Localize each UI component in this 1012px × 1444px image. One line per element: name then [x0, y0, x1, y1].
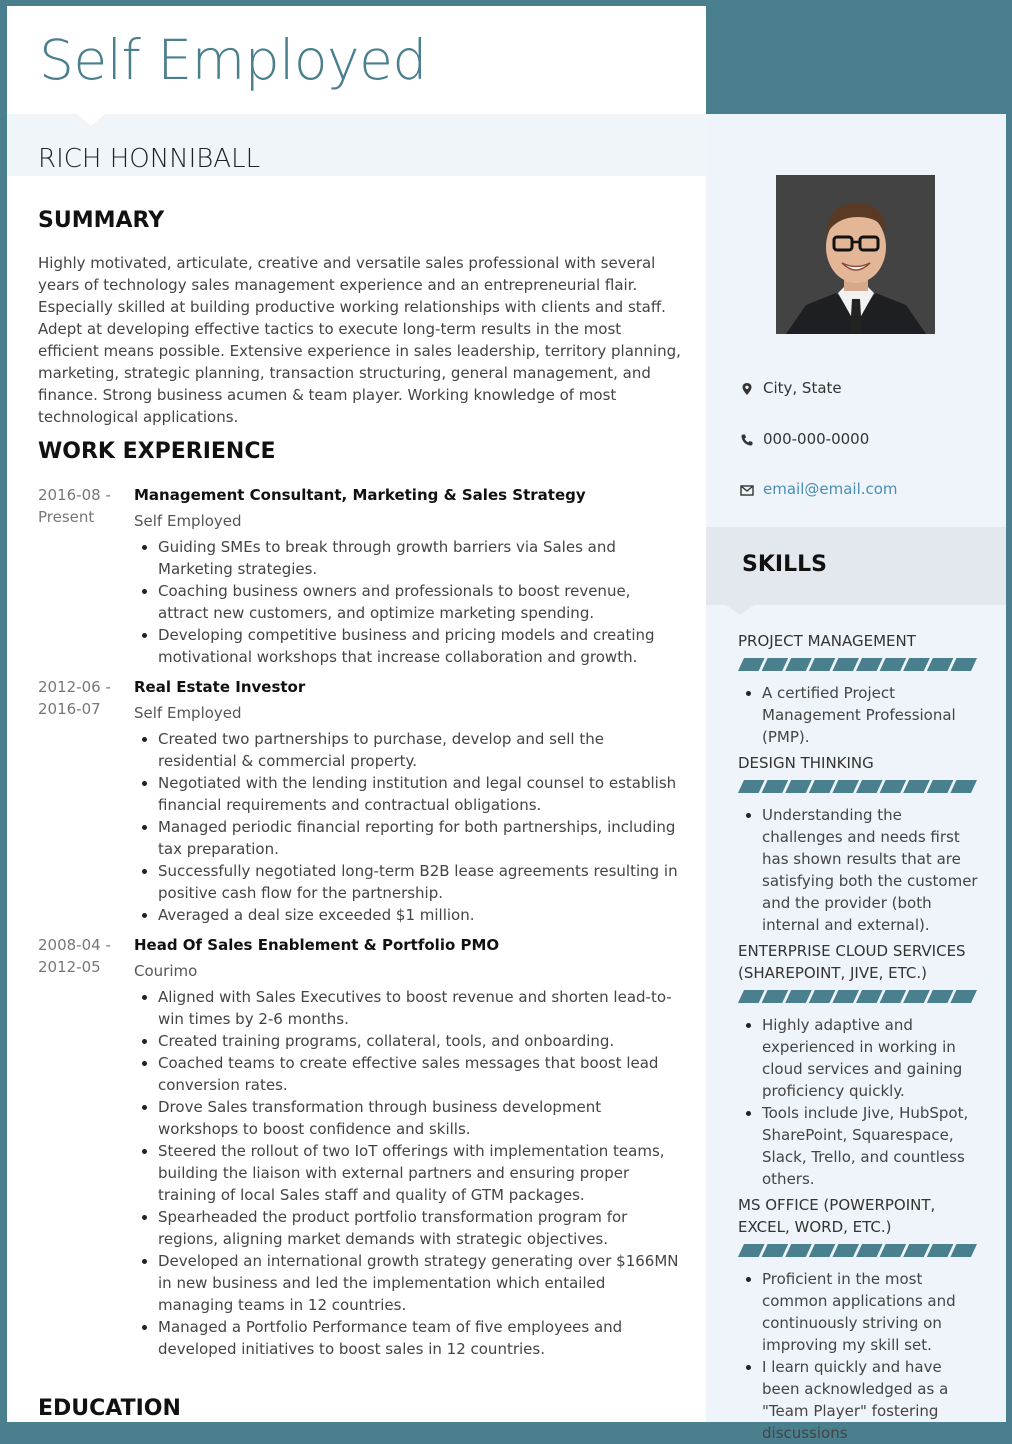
- job-date: 2008-04 - 2012-05: [38, 936, 111, 976]
- skill-bar-segment: [880, 1244, 907, 1257]
- summary-text: Highly motivated, articulate, creative and versatile sales professional with several years of technology sales management experience and an entrepreneurial flair. Especially skilled at building productive working relationships with clients and staff. Adept at developing effective tactics to execute long-term results in the most efficient means possible. Extensive experience in sales leadership, territory planning, marketing, strategic planning, transaction structuring, general management, and finance. Strong business acumen & team player. Working knowledge of most technological applications.: [38, 254, 681, 426]
- job-bullet: Spearheaded the product portfolio transformation program for regions, aligning market demands with strategic objectives.: [134, 1206, 684, 1250]
- job-bullet: Managed a Portfolio Performance team of five employees and developed initiatives to boost sales in 12 countries.: [134, 1316, 684, 1360]
- skill-entry: [738, 630, 978, 748]
- skill-bar-segment: [832, 990, 859, 1003]
- skill-bar-segment: [927, 990, 954, 1003]
- job-bullet: Guiding SMEs to break through growth barriers via Sales and Marketing strategies.: [134, 536, 684, 580]
- skill-bar-segment: [903, 1244, 930, 1257]
- skill-bullet: Tools include Jive, HubSpot, SharePoint, Squarespace, Slack, Trello, and countless others.: [738, 1102, 978, 1190]
- skill-bar-segment: [785, 658, 812, 671]
- skill-bar-segment: [809, 780, 836, 793]
- resume-page: [7, 6, 1006, 1442]
- skill-entry: [738, 1194, 978, 1444]
- job-company: Self Employed: [134, 704, 242, 722]
- sidebar-column: [706, 6, 1006, 1442]
- skill-bar-segment: [785, 990, 812, 1003]
- skill-name: MS OFFICE (POWERPOINT, EXCEL, WORD, ETC.): [738, 1196, 936, 1236]
- contact-email-link[interactable]: email@email.com: [763, 480, 898, 498]
- summary-heading: SUMMARY: [38, 208, 165, 233]
- skill-name: ENTERPRISE CLOUD SERVICES (SHAREPOINT, JIVE, ETC.): [738, 942, 966, 982]
- skill-bar-segment: [762, 990, 789, 1003]
- job-position-title: Head Of Sales Enablement & Portfolio PMO: [134, 936, 500, 954]
- skills-heading: SKILLS: [742, 552, 827, 577]
- skill-bar-segment: [832, 1244, 859, 1257]
- skill-bullet: Understanding the challenges and needs first has shown results that are satisfying both the customer and the provider (both internal and external).: [738, 804, 978, 936]
- job-bullet: Created training programs, collateral, tools, and onboarding.: [134, 1030, 684, 1052]
- job-position-title: Real Estate Investor: [134, 678, 306, 696]
- skill-name: PROJECT MANAGEMENT: [738, 632, 916, 650]
- skill-bar-segment: [738, 1244, 765, 1257]
- skill-entry: [738, 752, 978, 936]
- job-date: 2016-08 - Present: [38, 486, 111, 526]
- job-position-title: Management Consultant, Marketing & Sales Strategy: [134, 486, 586, 504]
- job-bullet: Created two partnerships to purchase, develop and sell the residential & commercial property.: [134, 728, 684, 772]
- skill-bar-segment: [880, 780, 907, 793]
- skill-bar-segment: [903, 658, 930, 671]
- skill-bullet: I learn quickly and have been acknowledged as a "Team Player" fostering discussions: [738, 1356, 978, 1444]
- skill-bar-segment: [950, 780, 977, 793]
- skill-bar-segment: [785, 780, 812, 793]
- skill-rating-bar: [738, 990, 974, 1003]
- phone-icon: [740, 433, 754, 447]
- envelope-icon: [740, 483, 754, 497]
- skill-bar-segment: [809, 990, 836, 1003]
- skills-band-notch: [726, 605, 754, 615]
- job-bullet: Developed an international growth strategy generating over $166MN in new business and led the implementation which entailed managing teams in 12 countries.: [134, 1250, 684, 1316]
- job-company: Self Employed: [134, 512, 242, 530]
- skill-bullet-list: [738, 1268, 978, 1444]
- skill-bar-segment: [785, 1244, 812, 1257]
- work-experience-heading: WORK EXPERIENCE: [38, 439, 276, 464]
- job-bullet: Coached teams to create effective sales messages that boost lead conversion rates.: [134, 1052, 684, 1096]
- candidate-name: RICH HONNIBALL: [38, 144, 261, 174]
- skill-bar-segment: [762, 658, 789, 671]
- sidebar-accent-block: [706, 6, 1006, 114]
- skill-bar-segment: [927, 658, 954, 671]
- skill-bar-segment: [856, 1244, 883, 1257]
- skill-bar-segment: [762, 1244, 789, 1257]
- job-bullet-list: [134, 986, 684, 1360]
- skill-bar-segment: [762, 780, 789, 793]
- skill-bullet: Highly adaptive and experienced in working in cloud services and gaining proficiency quickly.: [738, 1014, 978, 1102]
- education-heading: EDUCATION: [38, 1396, 181, 1421]
- skill-bar-segment: [950, 658, 977, 671]
- skill-entry: [738, 940, 978, 1190]
- skill-bar-segment: [880, 658, 907, 671]
- job-bullet: Coaching business owners and professionals to boost revenue, attract new customers, and optimize marketing spending.: [134, 580, 684, 624]
- skill-bar-segment: [832, 658, 859, 671]
- job-bullet-list: [134, 536, 684, 668]
- contact-city-text: City, State: [763, 379, 842, 397]
- skill-bar-segment: [927, 780, 954, 793]
- skill-bar-segment: [903, 990, 930, 1003]
- skill-bar-segment: [809, 1244, 836, 1257]
- job-bullet: Drove Sales transformation through business development workshops to boost confidence and skills.: [134, 1096, 684, 1140]
- skill-bar-segment: [927, 1244, 954, 1257]
- skill-bullet-list: [738, 1014, 978, 1190]
- skill-rating-bar: [738, 780, 974, 793]
- job-bullet: Averaged a deal size exceeded $1 million.: [134, 904, 684, 926]
- job-bullet: Negotiated with the lending institution and legal counsel to establish financial requirements and contractual obligations.: [134, 772, 684, 816]
- skill-bullet: Proficient in the most common applications and continuously striving on improving my skill set.: [738, 1268, 978, 1356]
- skill-bar-segment: [880, 990, 907, 1003]
- skill-bar-segment: [738, 780, 765, 793]
- job-bullet: Developing competitive business and pricing models and creating motivational workshops that increase collaboration and growth.: [134, 624, 684, 668]
- name-band-notch: [77, 114, 105, 126]
- skill-bar-segment: [950, 1244, 977, 1257]
- contact-phone-text: 000-000-0000: [763, 430, 870, 448]
- resume-job-title: Self Employed: [39, 28, 427, 92]
- skill-bar-segment: [832, 780, 859, 793]
- job-bullet: Aligned with Sales Executives to boost revenue and shorten lead-to-win times by 2-6 months.: [134, 986, 684, 1030]
- job-company: Courimo: [134, 962, 198, 980]
- skill-rating-bar: [738, 1244, 974, 1257]
- skill-bar-segment: [856, 990, 883, 1003]
- skill-bar-segment: [856, 658, 883, 671]
- job-date: 2012-06 - 2016-07: [38, 678, 111, 718]
- skill-bar-segment: [856, 780, 883, 793]
- skill-bullet-list: [738, 682, 978, 748]
- skill-bar-segment: [738, 658, 765, 671]
- skill-bullet: A certified Project Management Professional (PMP).: [738, 682, 978, 748]
- skill-rating-bar: [738, 658, 974, 671]
- skill-name: DESIGN THINKING: [738, 754, 874, 772]
- job-bullet: Steered the rollout of two IoT offerings with implementation teams, building the liaison with external partners and ensuring proper training of local Sales staff and quality of GTM packages.: [134, 1140, 684, 1206]
- job-bullet: Managed periodic financial reporting for both partnerships, including tax preparation.: [134, 816, 684, 860]
- profile-photo: [776, 175, 935, 334]
- main-column: [7, 6, 706, 1422]
- job-bullet: Successfully negotiated long-term B2B lease agreements resulting in positive cash flow for the partnership.: [134, 860, 684, 904]
- skill-bullet-list: [738, 804, 978, 936]
- map-pin-icon: [740, 382, 754, 396]
- skill-bar-segment: [738, 990, 765, 1003]
- skill-bar-segment: [809, 658, 836, 671]
- skill-bar-segment: [950, 990, 977, 1003]
- skill-bar-segment: [903, 780, 930, 793]
- job-bullet-list: [134, 728, 684, 926]
